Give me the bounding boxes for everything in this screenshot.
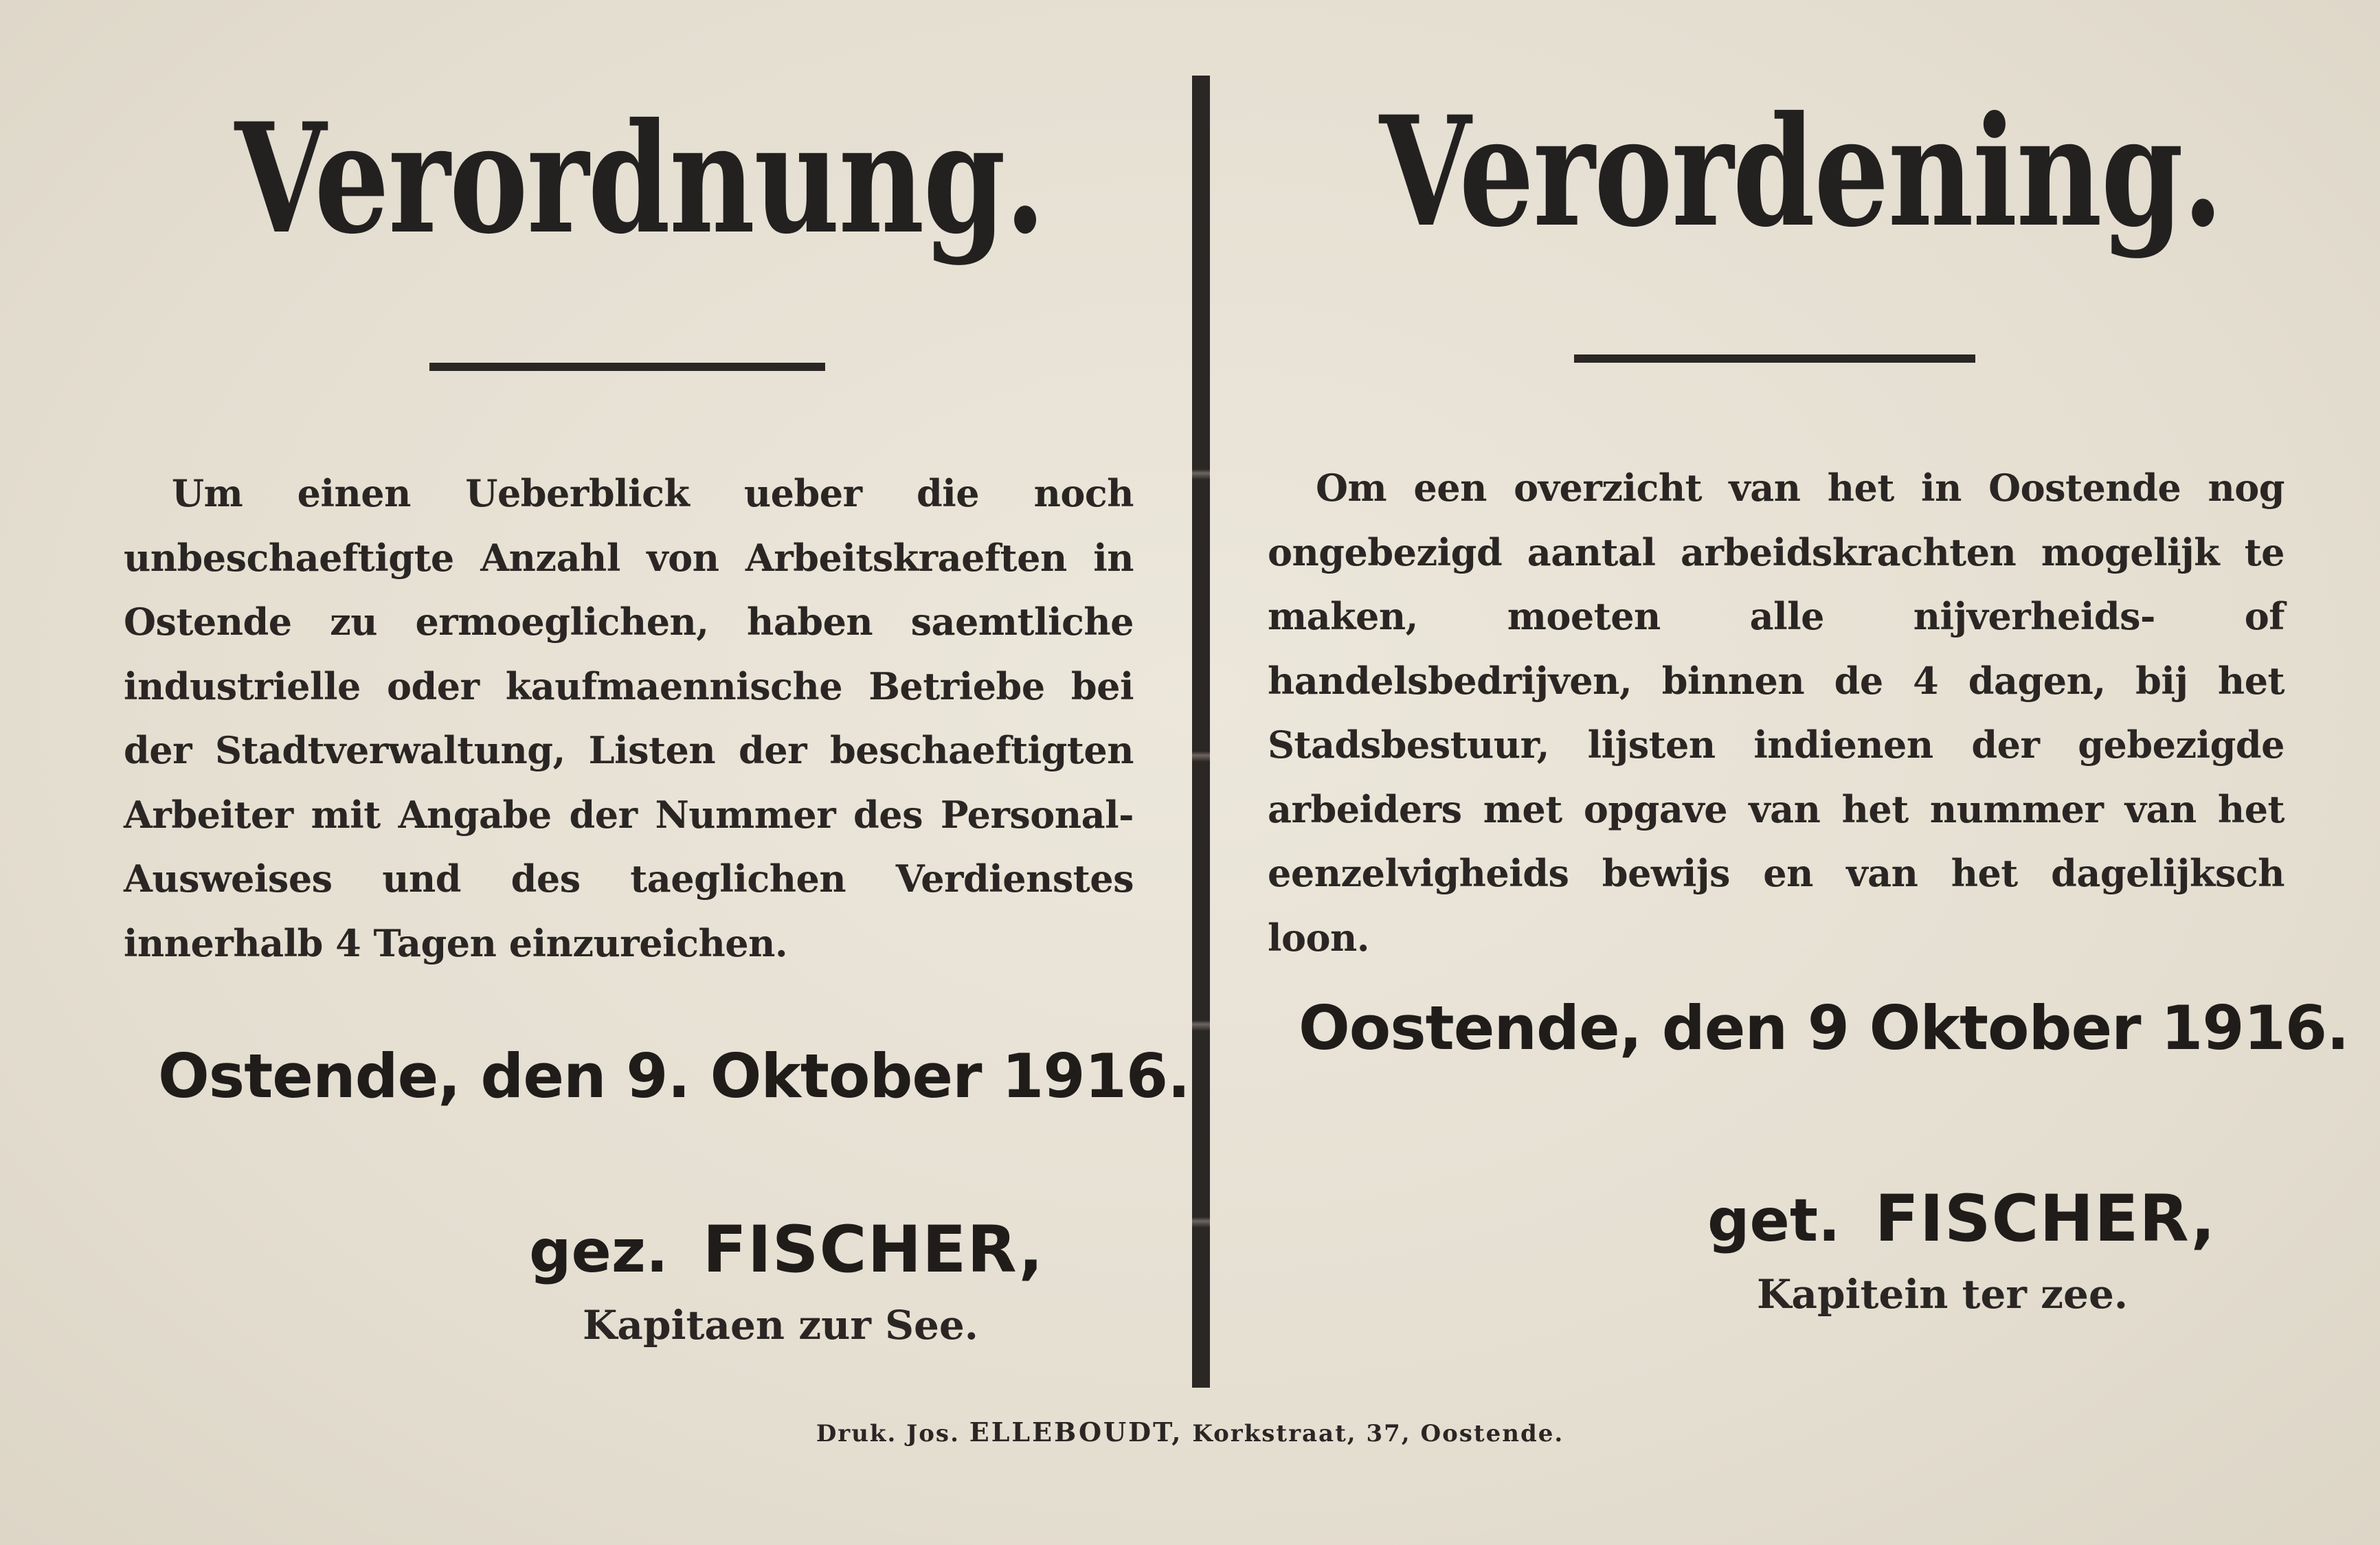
german-signature-prefix: gez. <box>529 1217 669 1286</box>
dutch-heading-rule <box>1574 354 1975 363</box>
imprint-address: Korkstraat, 37, Oostende. <box>1192 1420 1564 1447</box>
column-divider <box>1192 76 1210 1388</box>
german-column <box>124 0 1190 1545</box>
german-heading-rule <box>429 363 825 371</box>
dutch-rank: Kapitein ter zee. <box>1757 1271 2129 1318</box>
imprint-prefix: Druk. Jos. <box>816 1420 960 1447</box>
german-rank: Kapitaen zur See. <box>583 1302 978 1349</box>
dutch-signature <box>1707 1182 2216 1256</box>
dutch-heading: Verordening. <box>1379 82 2223 260</box>
dutch-signature-name: FISCHER, <box>1874 1182 2216 1256</box>
german-date-line: Ostende, den 9. Oktober 1916. <box>158 1041 1190 1112</box>
german-heading: Verordnung. <box>234 89 1045 267</box>
german-signature <box>529 1213 1044 1287</box>
german-signature-name: FISCHER, <box>702 1213 1044 1287</box>
dutch-body-text: Om een overzicht van het in Oostende nog ongebezigd aantal arbeidskrachten mogelijk te maken, moeten alle nijverheids- of handelsbedrijven, binnen de 4 dagen, bij het Stadsbestuur, lijsten indienen der gebezigde arbeiders met opgave van het nummer van het eenzelvigheids bewijs en van het dagelijksch loon. <box>1268 466 2284 960</box>
dutch-signature-prefix: get. <box>1707 1186 1841 1255</box>
imprint-printer: ELLEBOUDT, <box>969 1417 1183 1447</box>
printer-imprint <box>0 1417 2380 1447</box>
dutch-column <box>1268 0 2349 1545</box>
dutch-date-line: Oostende, den 9 Oktober 1916. <box>1299 993 2349 1063</box>
german-body-text: Um einen Ueberblick ueber die noch unbeschaeftigte Anzahl von Arbeitskraeften in Ostende zu ermoeglichen, haben saemtliche industrielle oder kaufmaennische Betriebe bei der Stadtverwaltung, Listen der beschaeftigten Arbeiter mit Angabe der Nummer des Personal-Ausweises und des taeglichen Verdienstes innerhalb 4 Tagen einzureichen. <box>124 471 1134 965</box>
